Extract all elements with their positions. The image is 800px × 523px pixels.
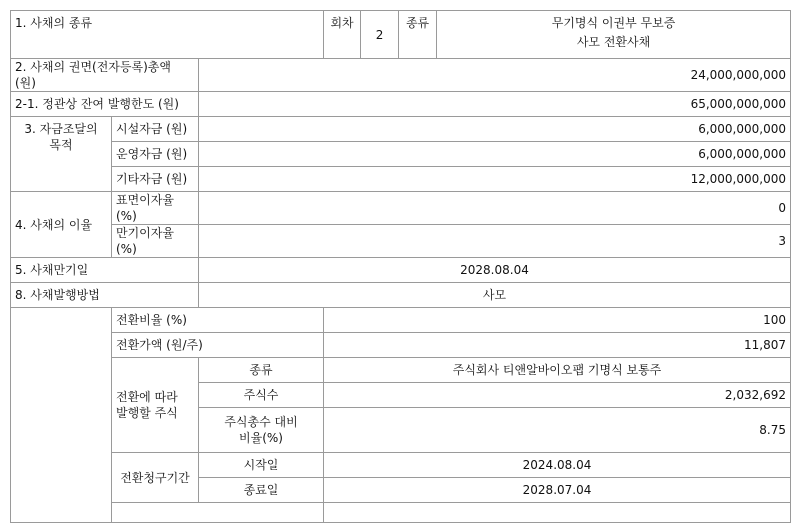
type-label: 종류 <box>399 11 437 59</box>
other-fund-amount: 12,000,000,000 <box>199 167 791 192</box>
funding-purpose-label-line2: 목적 <box>49 138 73 152</box>
share-ratio-value: 8.75 <box>324 408 791 453</box>
conversion-ratio-label: 전환비율 (%) <box>112 308 324 333</box>
conversion-price-label: 전환가액 (원/주) <box>112 333 324 358</box>
operating-fund-label: 운영자금 (원) <box>112 142 199 167</box>
conversion-start-label: 시작일 <box>199 453 324 478</box>
facility-fund-label: 시설자금 (원) <box>112 117 199 142</box>
round-label: 회차 <box>324 11 361 59</box>
issued-shares-label-line1: 전환에 따라 <box>116 390 178 404</box>
issuance-limit-row <box>11 92 791 117</box>
issuance-method-label: 8. 사채발행방법 <box>11 283 199 308</box>
funding-purpose-label <box>11 117 112 192</box>
face-value-row <box>11 59 791 92</box>
trailing-row <box>11 503 791 523</box>
operating-fund-row <box>11 142 791 167</box>
issuance-limit-amount: 65,000,000,000 <box>199 92 791 117</box>
maturity-rate-label: 만기이자율 (%) <box>112 225 199 258</box>
funding-purpose-row <box>11 117 791 142</box>
issued-shares-label <box>112 358 199 453</box>
maturity-rate-row <box>11 225 791 258</box>
share-ratio-label-line2: 비율(%) <box>239 431 283 445</box>
conversion-price-value: 11,807 <box>324 333 791 358</box>
share-count-label: 주식수 <box>199 383 324 408</box>
conversion-blank-cell <box>11 308 112 523</box>
share-kind-value: 주식회사 티앤알바이오팹 기명식 보통주 <box>324 358 791 383</box>
coupon-rate-label: 표면이자율 (%) <box>112 192 199 225</box>
maturity-rate-value: 3 <box>199 225 791 258</box>
share-count-value: 2,032,692 <box>324 383 791 408</box>
share-ratio-label-line1: 주식총수 대비 <box>224 415 298 429</box>
maturity-date-row <box>11 258 791 283</box>
funding-purpose-label-line1: 3. 자금조달의 <box>24 122 98 136</box>
maturity-date-label: 5. 사채만기일 <box>11 258 199 283</box>
other-fund-row <box>11 167 791 192</box>
type-value <box>437 11 791 59</box>
operating-fund-amount: 6,000,000,000 <box>199 142 791 167</box>
bond-issuance-table <box>10 10 791 523</box>
issuance-limit-label: 2-1. 정관상 잔여 발행한도 (원) <box>11 92 199 117</box>
issued-shares-label-line2: 발행할 주식 <box>116 406 178 420</box>
conversion-ratio-row <box>11 308 791 333</box>
interest-rate-row <box>11 192 791 225</box>
other-fund-label: 기타자금 (원) <box>112 167 199 192</box>
bond-type-label: 1. 사채의 종류 <box>11 11 324 59</box>
coupon-rate-value: 0 <box>199 192 791 225</box>
conversion-end-label: 종료일 <box>199 478 324 503</box>
share-kind-label: 종류 <box>199 358 324 383</box>
round-value: 2 <box>361 11 399 59</box>
facility-fund-amount: 6,000,000,000 <box>199 117 791 142</box>
face-value-amount: 24,000,000,000 <box>199 59 791 92</box>
trailing-cell-left <box>112 503 324 523</box>
conversion-period-label: 전환청구기간 <box>112 453 199 503</box>
trailing-cell-right <box>324 503 791 523</box>
conversion-ratio-value: 100 <box>324 308 791 333</box>
share-kind-row <box>11 358 791 383</box>
interest-rate-label: 4. 사채의 이율 <box>11 192 112 258</box>
issuance-method-row <box>11 283 791 308</box>
conversion-end-value: 2028.07.04 <box>324 478 791 503</box>
face-value-label: 2. 사채의 권면(전자등록)총액 (원) <box>11 59 199 92</box>
bond-type-row <box>11 11 791 59</box>
type-value-line1: 무기명식 이권부 무보증 <box>551 16 676 30</box>
issuance-method-value: 사모 <box>199 283 791 308</box>
share-ratio-label <box>199 408 324 453</box>
maturity-date-value: 2028.08.04 <box>199 258 791 283</box>
type-value-line2: 사모 전환사채 <box>576 35 651 49</box>
conversion-start-row <box>11 453 791 478</box>
conversion-price-row <box>11 333 791 358</box>
conversion-start-value: 2024.08.04 <box>324 453 791 478</box>
